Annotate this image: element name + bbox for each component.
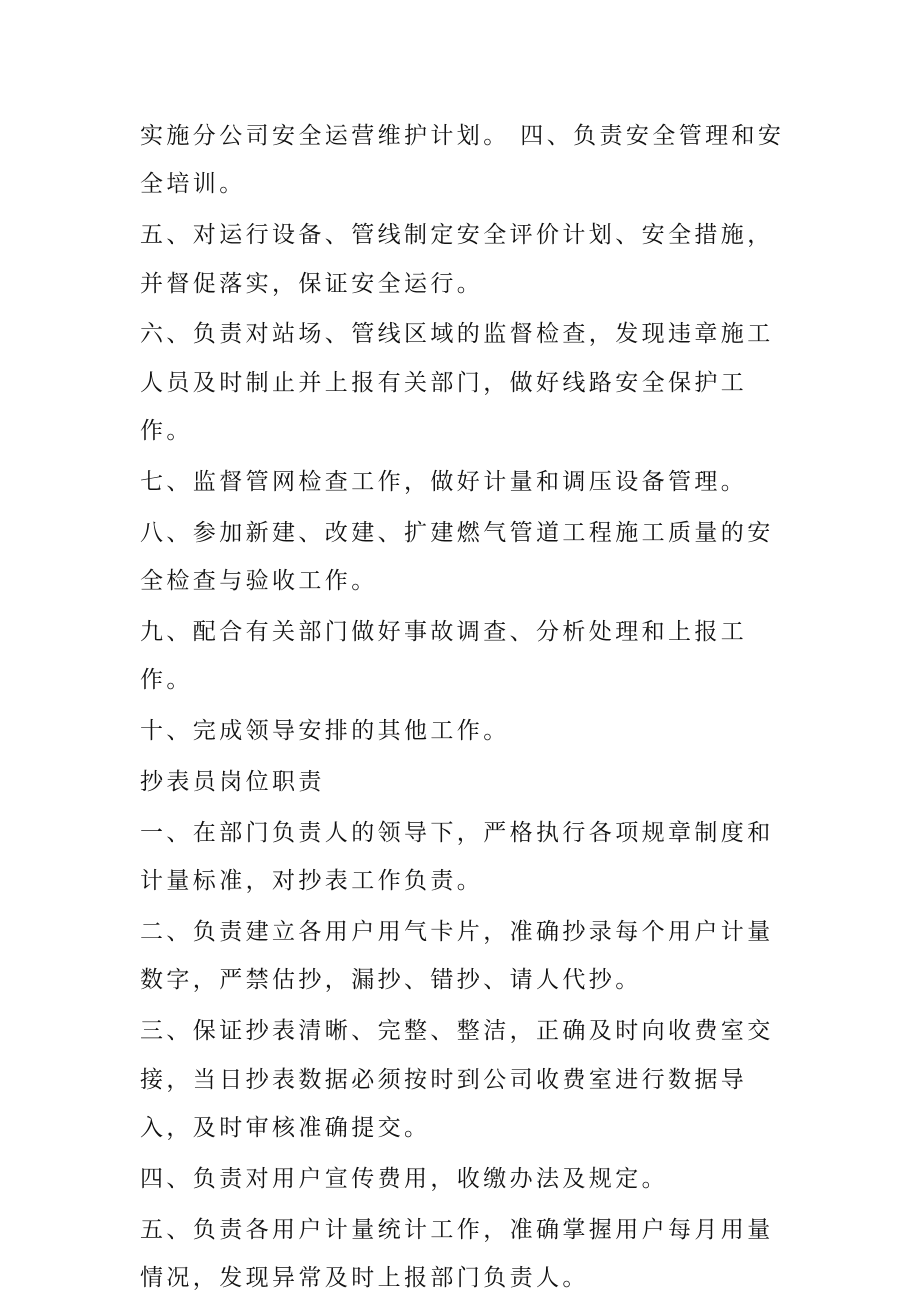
paragraph-6: 九、配合有关部门做好事故调查、分析处理和上报工作。 (140, 619, 748, 694)
paragraph-5: 八、参加新建、改建、扩建燃气管道工程施工质量的安全检查与验收工作。 (140, 519, 774, 595)
document-body (140, 112, 790, 1302)
paragraph-4: 七、监督管网检查工作，做好计量和调压设备管理。 (140, 469, 748, 496)
section-heading: 抄表员岗位职责 (140, 769, 325, 796)
paragraph-12: 四、负责对用户宣传费用，收缴办法及规定。 (140, 1165, 668, 1192)
paragraph-2: 五、对运行设备、管线制定安全评价计划、安全措施，并督促落实，保证安全运行。 (140, 222, 774, 297)
paragraph-10: 二、负责建立各用户用气卡片，准确抄录每个用户计量数字，严禁估抄，漏抄、错抄、请人代抄。 (140, 919, 774, 994)
paragraph-1: 实施分公司安全运营维护计划。 四、负责安全管理和安全培训。 (140, 123, 785, 198)
paragraph-7: 十、完成领导安排的其他工作。 (140, 718, 510, 745)
paragraph-11: 三、保证抄表清晰、完整、整洁，正确及时向收费室交接，当日抄表数据必须按时到公司收费室进行数据导入，及时审核准确提交。 (140, 1018, 774, 1142)
paragraph-3: 六、负责对站场、管线区域的监督检查，发现违章施工人员及时制止并上报有关部门，做好线路安全保护工作。 (140, 321, 774, 445)
paragraph-13: 五、负责各用户计量统计工作，准确掌握用户每月用量情况，发现异常及时上报部门负责人。 (140, 1216, 774, 1292)
paragraph-9: 一、在部门负责人的领导下，严格执行各项规章制度和计量标准，对抄表工作负责。 (140, 819, 774, 895)
